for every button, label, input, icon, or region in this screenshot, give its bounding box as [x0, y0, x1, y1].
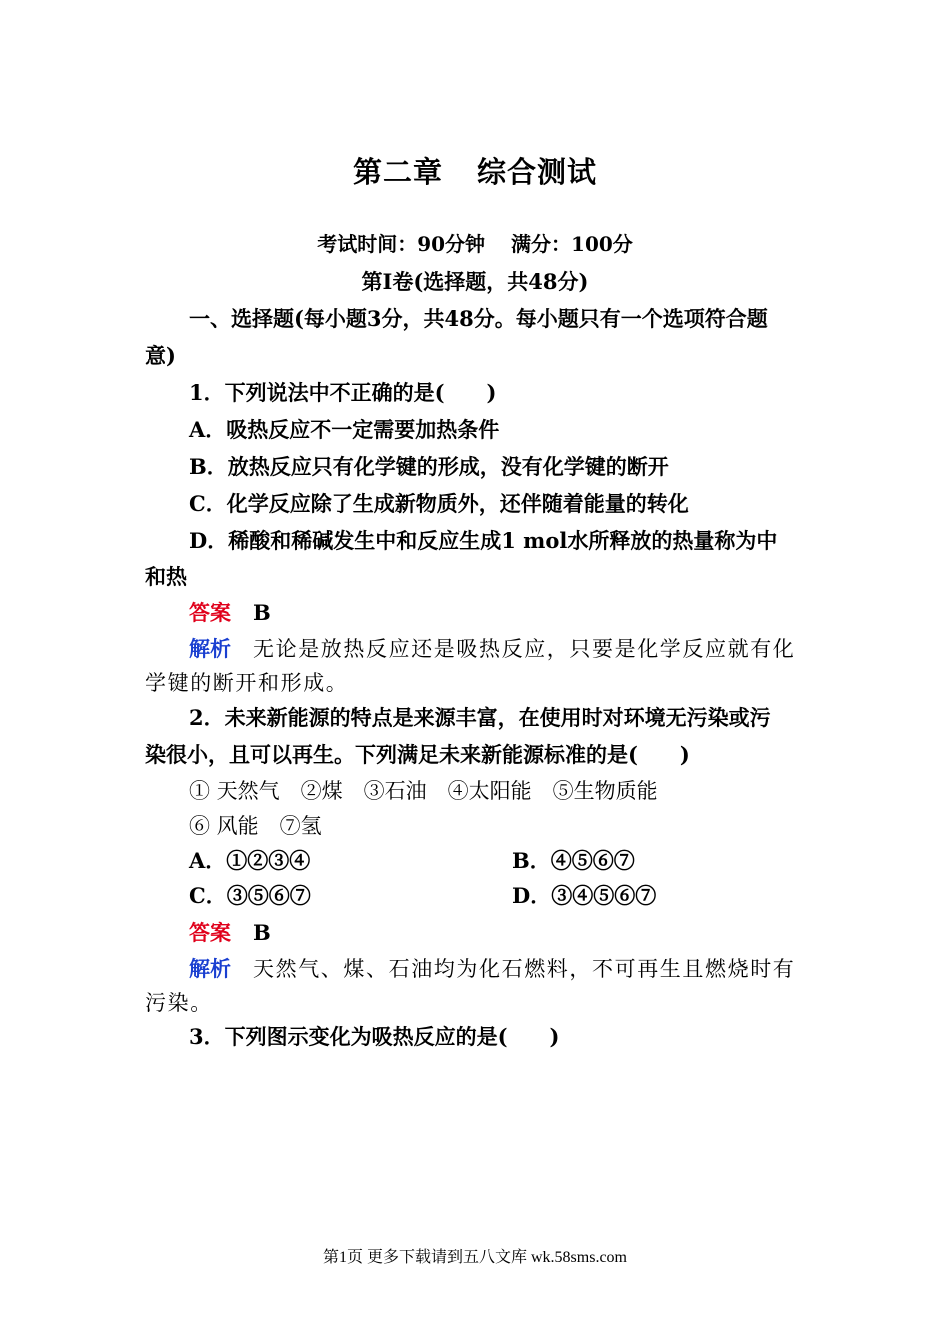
analysis-text: 无论是放热反应还是吸热反应，只要是化学反应就有化 — [253, 637, 796, 661]
q1-analysis-cont: 学键的断开和形成。 — [145, 671, 349, 695]
analysis-label: 解析 — [189, 636, 231, 661]
q1-option-b: B．放热反应只有化学键的形成，没有化学键的断开 — [189, 454, 669, 479]
q2-analysis — [189, 953, 795, 983]
exam-meta — [0, 228, 950, 257]
q2-option-d: D．③④⑤⑥⑦ — [512, 883, 657, 908]
q1-option-a: A．吸热反应不一定需要加热条件 — [189, 417, 500, 442]
q3-stem: 3．下列图示变化为吸热反应的是( ) — [189, 1024, 560, 1049]
title-part2: 综合测试 — [477, 155, 598, 189]
volume-heading: 第Ⅰ卷(选择题，共48分) — [361, 269, 589, 294]
analysis-text: 天然气、煤、石油均为化石燃料，不可再生且燃烧时有 — [253, 957, 796, 981]
exam-score: 满分：100分 — [511, 232, 633, 256]
q1-option-c: C．化学反应除了生成新物质外，还伴随着能量的转化 — [189, 491, 689, 516]
answer-label: 答案 — [189, 600, 231, 625]
section-heading-cont: 意) — [145, 343, 176, 368]
section-heading: 一、选择题(每小题3分，共48分。每小题只有一个选项符合题 — [189, 306, 768, 331]
page-footer: 第1页 更多下载请到五八文库 wk.58sms.com — [322, 1249, 627, 1266]
q1-analysis — [189, 633, 795, 663]
q2-answer — [189, 917, 271, 947]
q1-option-d: D．稀酸和稀碱发生中和反应生成1 mol水所释放的热量称为中 — [189, 528, 778, 553]
q2-option-c: C．③⑤⑥⑦ — [189, 883, 311, 908]
title-part1: 第二章 — [352, 155, 443, 189]
page-title — [0, 150, 950, 191]
q2-analysis-cont: 污染。 — [145, 991, 213, 1015]
q2-stem-cont: 染很小，且可以再生。下列满足未来新能源标准的是( ) — [145, 742, 690, 767]
q1-stem: 1．下列说法中不正确的是( ) — [189, 380, 497, 405]
answer-label: 答案 — [189, 920, 231, 945]
answer-value: B — [253, 920, 271, 945]
q2-option-a: A．①②③④ — [189, 848, 311, 873]
answer-value: B — [253, 600, 271, 625]
analysis-label: 解析 — [189, 956, 231, 981]
q2-items: ① 天然气 ②煤 ③石油 ④太阳能 ⑤生物质能 — [189, 779, 658, 803]
q2-items-cont: ⑥ 风能 ⑦氢 — [189, 814, 322, 838]
q1-option-d-cont: 和热 — [145, 564, 187, 589]
q2-option-b: B．④⑤⑥⑦ — [512, 848, 635, 873]
exam-time: 考试时间：90分钟 — [317, 232, 486, 256]
q2-stem: 2．未来新能源的特点是来源丰富，在使用时对环境无污染或污 — [189, 705, 771, 730]
q1-answer — [189, 597, 271, 627]
